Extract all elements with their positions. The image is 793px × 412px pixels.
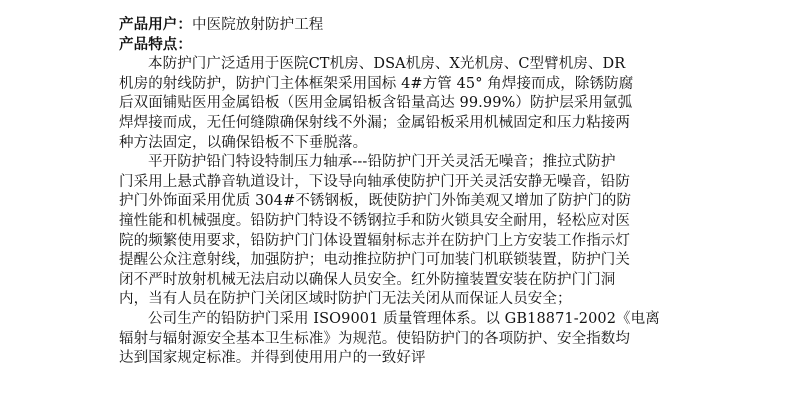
document-body xyxy=(119,16,679,369)
paragraph-quality-system xyxy=(119,310,679,369)
paragraph-applications xyxy=(119,55,679,153)
paragraph-line: 护门外饰面采用优质 304#不锈钢板，既使防护门外饰美观又增加了防护门的防 xyxy=(119,193,632,210)
product-features-label: 产品特点： xyxy=(119,36,192,53)
paragraph-line: 焊焊接而成，无任何缝隙确保射线不外漏；金属铅板采用机械固定和压力粘接两 xyxy=(119,114,630,131)
paragraph-line: 院的频繁使用要求，铅防护门门体设置辐射标志并在防护门上方安装工作指示灯 xyxy=(119,232,630,249)
paragraph-line: 机房的射线防护，防护门主体框架采用国标 4#方管 45° 角焊接而成，除锈防腐 xyxy=(119,75,634,92)
paragraph-line: 内，当有人员在防护门关闭区域时防护门无法关闭从而保证人员安全； xyxy=(119,291,572,308)
product-user-value: 中医院放射防护工程 xyxy=(192,17,324,33)
paragraph-line: 后双面铺贴医用金属铅板（医用金属铅板含铅量高达 99.99%）防护层采用氩弧 xyxy=(119,95,633,112)
paragraph-line: 闭不严时放射机械无法启动以确保人员安全。红外防撞装置安装在防护门门洞 xyxy=(119,271,616,288)
paragraph-line: 提醒公众注意射线，加强防护；电动推拉防护门可加装门机联锁装置，防护门关 xyxy=(119,252,630,269)
paragraph-line: 本防护门广泛适用于医院CT机房、DSA机房、X光机房、C型臂机房、DR xyxy=(148,56,626,73)
paragraph-line: 平开防护铅门特设特制压力轴承---铅防护门开关灵活无噪音；推拉式防护 xyxy=(148,154,616,171)
paragraph-line: 种方法固定，以确保铅板不下垂脱落。 xyxy=(119,134,368,151)
paragraph-line: 辐射与辐射源安全基本卫生标准》为规范。使铅防护门的各项防护、安全指数均 xyxy=(119,330,630,347)
product-user-label: 产品用户： xyxy=(119,17,192,33)
paragraph-line: 门采用上悬式静音轨道设计，下设导向轴承使防护门开关灵活安静无噪音，铅防 xyxy=(119,173,630,190)
paragraph-line: 达到国家规定标准。并得到使用用户的一致好评 xyxy=(119,350,426,367)
product-user-line xyxy=(119,16,679,36)
product-features-line xyxy=(119,36,679,56)
paragraph-line: 撞性能和机械强度。铅防护门特设不锈钢拉手和防火锁具安全耐用，轻松应对医 xyxy=(119,212,630,229)
paragraph-line: 公司生产的铅防护门采用 ISO9001 质量管理体系。以 GB18871-2002《电离 xyxy=(148,310,660,327)
paragraph-door-hardware xyxy=(119,153,679,310)
